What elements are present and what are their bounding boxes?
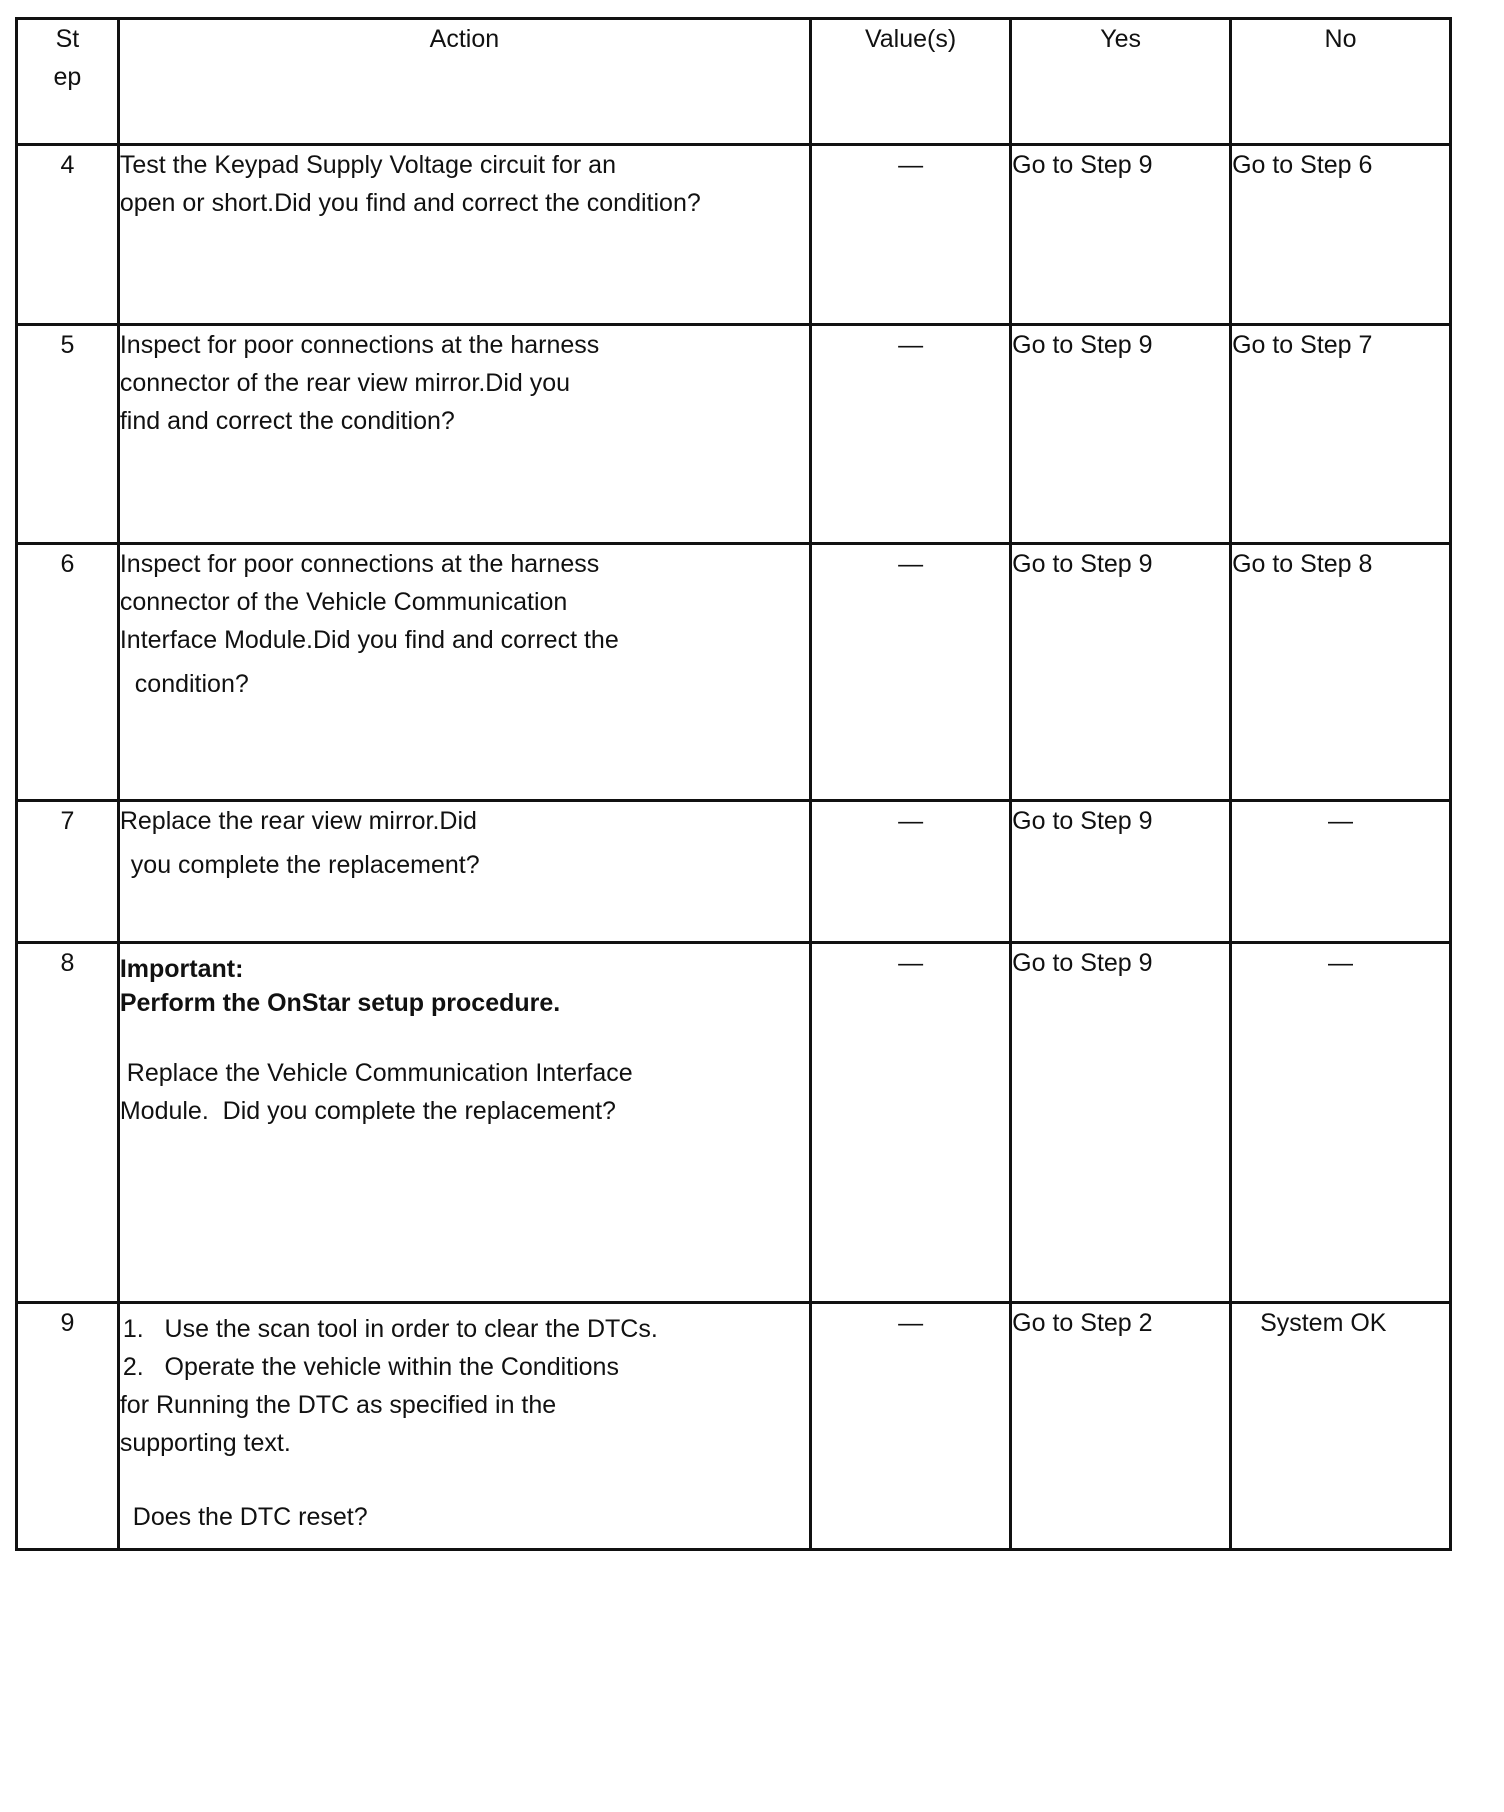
spacer (120, 1020, 809, 1054)
action-line: connector of the Vehicle Communication (119, 588, 568, 616)
table-row-step-7 (17, 801, 1451, 943)
action-cell (118, 1303, 810, 1550)
yes-cell: Go to Step 9 (1011, 801, 1231, 943)
value-cell: — (810, 325, 1010, 544)
table-row-step-9 (17, 1303, 1451, 1550)
no-cell: Go to Step 8 (1231, 544, 1451, 801)
header-no: No (1231, 19, 1451, 145)
action-line: 1. Use the scan tool in order to clear the DTCs. (122, 1315, 658, 1343)
step-number: 9 (17, 1303, 119, 1550)
action-line: open or short.Did you find and correct the condition? (119, 189, 701, 217)
yes-cell: Go to Step 9 (1011, 145, 1231, 325)
value-cell: — (810, 801, 1010, 943)
action-line: Replace the Vehicle Communication Interface (119, 1059, 633, 1087)
action-line: you complete the replacement? (123, 851, 480, 879)
yes-cell: Go to Step 9 (1011, 943, 1231, 1303)
step-number: 8 (17, 943, 119, 1303)
step-number: 6 (17, 544, 119, 801)
yes-cell: Go to Step 9 (1011, 544, 1231, 801)
header-action: Action (118, 19, 810, 145)
action-line: Module. Did you complete the replacement? (119, 1097, 616, 1125)
action-line: Replace the rear view mirror.Did (119, 807, 477, 835)
no-cell: — (1231, 943, 1451, 1303)
important-text: Perform the OnStar setup procedure. (119, 989, 561, 1017)
action-line: for Running the DTC as specified in the (119, 1391, 557, 1419)
action-line: condition? (127, 670, 249, 698)
action-cell (118, 145, 810, 325)
step-number: 7 (17, 801, 119, 943)
action-line: 2. Operate the vehicle within the Conditions (122, 1353, 619, 1381)
no-cell: Go to Step 7 (1231, 325, 1451, 544)
action-cell (118, 943, 810, 1303)
action-line: find and correct the condition? (119, 407, 455, 435)
action-question: Does the DTC reset? (125, 1503, 368, 1531)
no-cell: System OK (1231, 1303, 1451, 1550)
no-cell: Go to Step 6 (1231, 145, 1451, 325)
yes-cell: Go to Step 9 (1011, 325, 1231, 544)
action-line: Inspect for poor connections at the harness (119, 550, 600, 578)
table-row-step-6 (17, 544, 1451, 801)
table-row-step-4 (17, 145, 1451, 325)
action-line: connector of the rear view mirror.Did you (119, 369, 571, 397)
header-step (17, 19, 119, 145)
value-cell: — (810, 943, 1010, 1303)
value-cell: — (810, 145, 1010, 325)
action-line: supporting text. (119, 1429, 291, 1457)
diagnostic-table (15, 17, 1452, 1551)
header-step-line-2: ep (53, 63, 82, 91)
no-cell: — (1231, 801, 1451, 943)
header-values: Value(s) (810, 19, 1010, 145)
action-cell (118, 544, 810, 801)
value-cell: — (810, 1303, 1010, 1550)
spacer (120, 1462, 809, 1498)
table-row-step-5 (17, 325, 1451, 544)
action-line: Interface Module.Did you find and correct the (119, 626, 619, 654)
header-row (17, 19, 1451, 145)
step-number: 4 (17, 145, 119, 325)
action-line: Inspect for poor connections at the harness (119, 331, 600, 359)
value-cell: — (810, 544, 1010, 801)
action-cell (118, 325, 810, 544)
action-cell (118, 801, 810, 943)
yes-cell: Go to Step 2 (1011, 1303, 1231, 1550)
header-step-line-1: St (55, 25, 80, 53)
action-line: Test the Keypad Supply Voltage circuit for an (119, 151, 616, 179)
step-number: 5 (17, 325, 119, 544)
header-yes: Yes (1011, 19, 1231, 145)
important-label: Important: (119, 955, 244, 983)
table-row-step-8 (17, 943, 1451, 1303)
